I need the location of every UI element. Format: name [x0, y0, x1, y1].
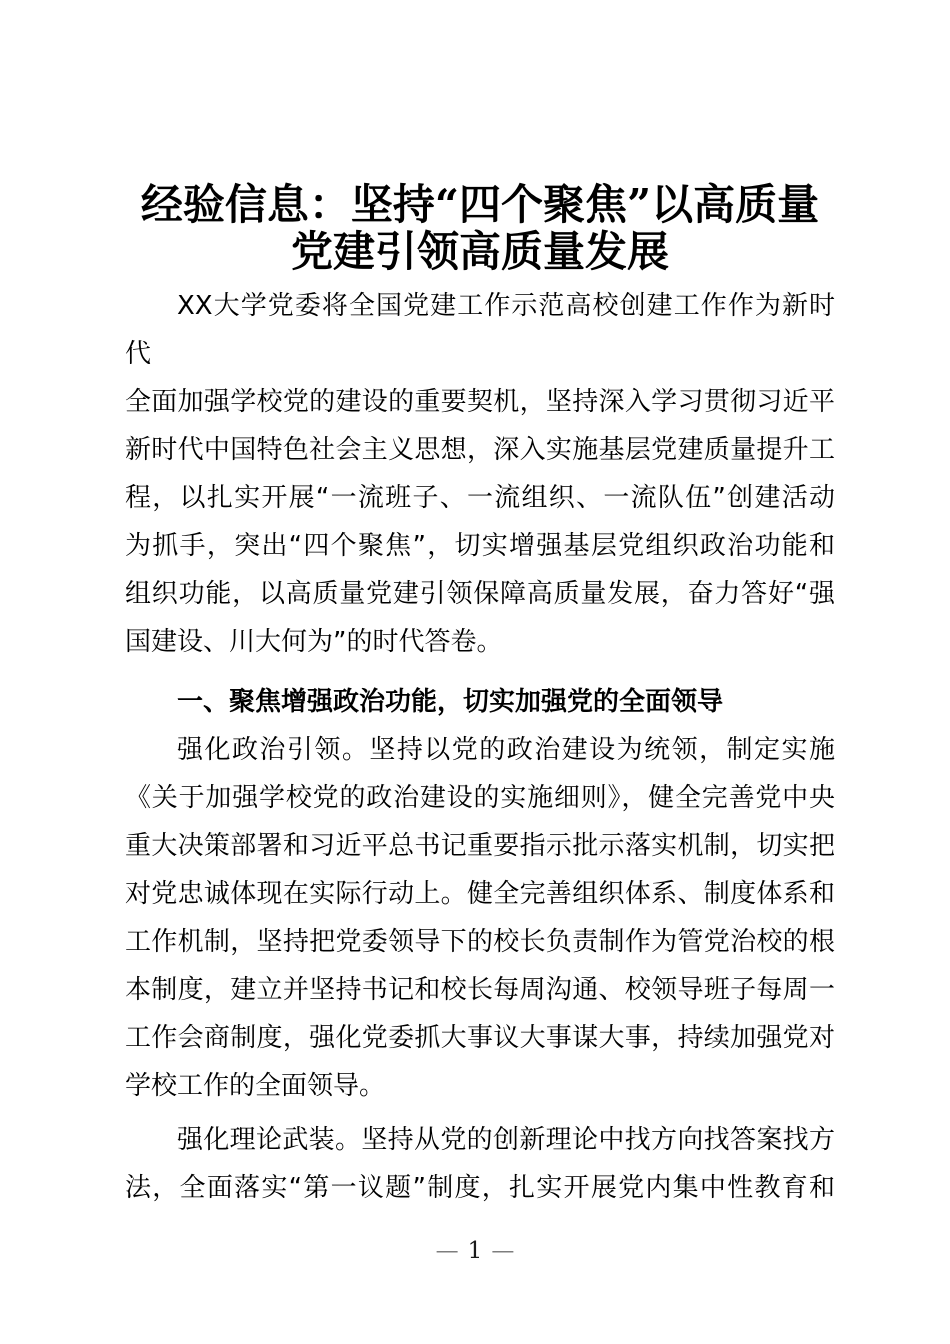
body-paragraph	[125, 1116, 835, 1212]
title-line: 经验信息：坚持“四个聚焦”以高质量	[140, 180, 820, 229]
title-line: 党建引领高质量发展	[290, 227, 669, 276]
text-line: 法，全面落实“第一议题”制度，扎实开展党内集中性教育和	[125, 1173, 835, 1203]
page-number-value: 1	[467, 1238, 483, 1264]
text-line: 为抓手，突出“四个聚焦”，切实增强基层党组织政治功能和	[125, 531, 835, 561]
text-line: 程，以扎实开展“一流班子、一流组织、一流队伍”创建活动	[125, 483, 835, 513]
page-number-dash-left: —	[435, 1238, 459, 1264]
page-number-dash-right: —	[491, 1238, 515, 1264]
text-line: 新时代中国特色社会主义思想，深入实施基层党建质量提升工	[125, 435, 835, 465]
body-paragraph	[125, 282, 835, 666]
document-body	[125, 282, 835, 1212]
text-line: 《关于加强学校党的政治建设的实施细则》，健全完善党中央	[125, 783, 835, 813]
document-title	[125, 181, 835, 275]
text-line: 强化理论武装。坚持从党的创新理论中找方向找答案找方	[177, 1125, 835, 1155]
document-page	[125, 0, 835, 1212]
text-line: 工作机制，坚持把党委领导下的校长负责制作为管党治校的根	[125, 927, 835, 957]
text-line: 对党忠诚体现在实际行动上。健全完善组织体系、制度体系和	[125, 879, 835, 909]
text-line: 一、聚焦增强政治功能，切实加强党的全面领导	[177, 687, 724, 717]
text-line: 全面加强学校党的建设的重要契机，坚持深入学习贯彻习近平	[125, 387, 835, 417]
section-heading	[125, 678, 835, 726]
text-line: XX大学党委将全国党建工作示范高校创建工作作为新时代	[125, 291, 835, 369]
text-line: 本制度，建立并坚持书记和校长每周沟通、校领导班子每周一	[125, 975, 835, 1005]
text-line: 学校工作的全面领导。	[125, 1071, 386, 1101]
body-paragraph	[125, 726, 835, 1110]
text-line: 工作会商制度，强化党委抓大事议大事谋大事，持续加强党对	[125, 1023, 835, 1053]
text-line: 组织功能，以高质量党建引领保障高质量发展，奋力答好“强	[125, 579, 835, 609]
page-number	[0, 1238, 950, 1264]
text-line: 强化政治引领。坚持以党的政治建设为统领，制定实施	[177, 735, 835, 765]
text-line: 重大决策部署和习近平总书记重要指示批示落实机制，切实把	[125, 831, 835, 861]
text-line: 国建设、川大何为”的时代答卷。	[125, 627, 503, 657]
